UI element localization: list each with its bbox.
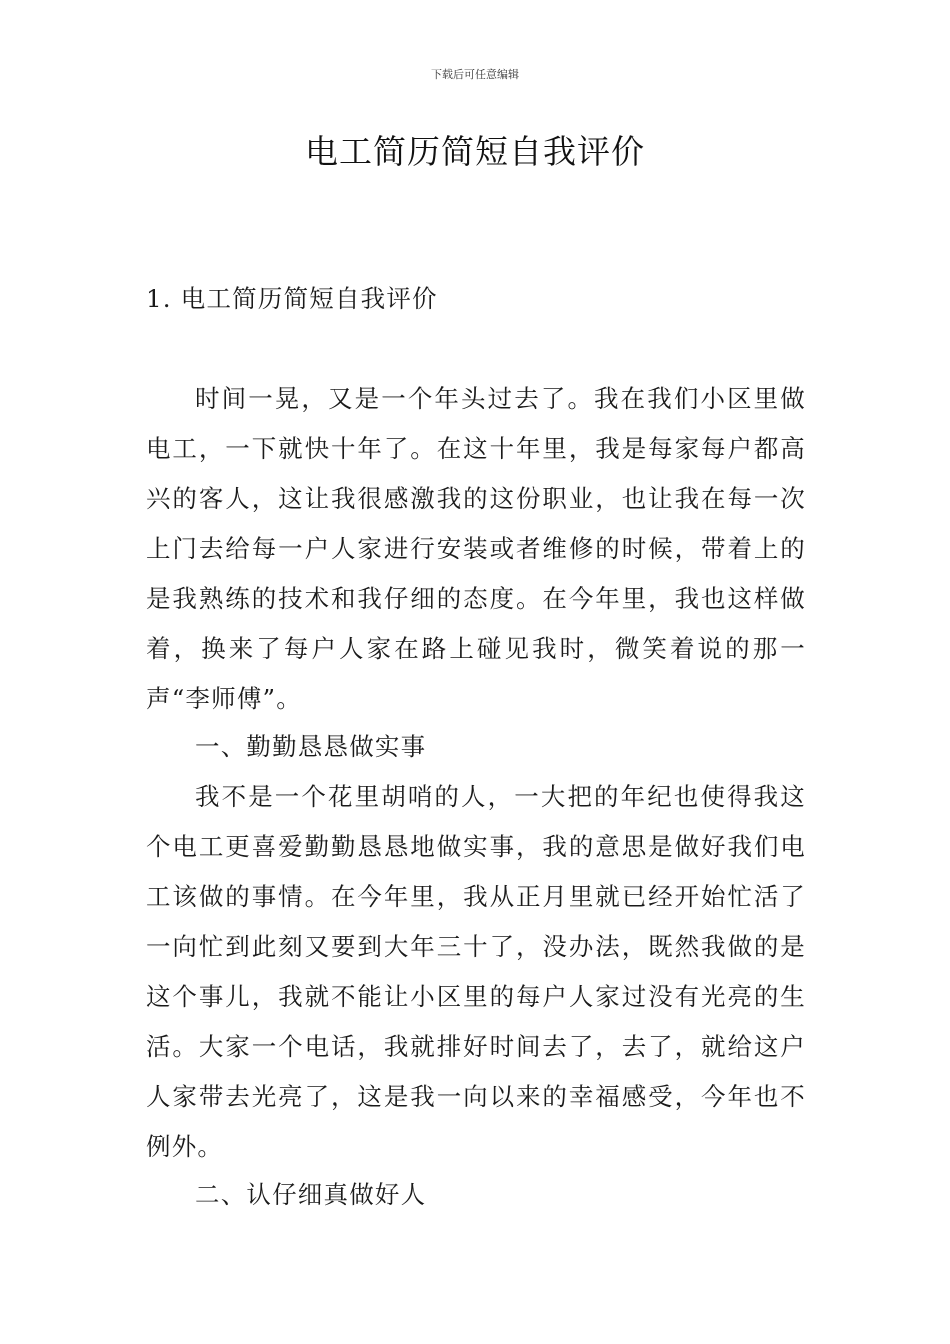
document-title: 电工简历简短自我评价 <box>305 132 645 171</box>
section-heading: 1. 电工简历简短自我评价 <box>146 284 438 313</box>
header-note: 下载后可任意编辑 <box>431 68 519 81</box>
paragraph-2: 我不是一个花里胡哨的人，一大把的年纪也使得我这个电工更喜爱勤勤恳恳地做实事，我的意思是做好我们电工该做的事情。在今年里，我从正月里就已经开始忙活了一向忙到此刻又要到大年三十了，没办法，既然我做的是这个事儿，我就不能让小区里的每户人家过没有光亮的生活。大家一个电话，我就排好时间去了，去了，就给这户人家带去光亮了，这是我一向以来的幸福感受，今年也不例外。 <box>146 782 806 1161</box>
subheading-2: 二、认仔细真做好人 <box>195 1180 427 1209</box>
subheading-1: 一、勤勤恳恳做实事 <box>195 732 427 761</box>
paragraph-1: 时间一晃，又是一个年头过去了。我在我们小区里做电工，一下就快十年了。在这十年里，我是每家每户都高兴的客人，这让我很感激我的这份职业，也让我在每一次上门去给每一户人家进行安装或者维修的时候，带着上的是我熟练的技术和我仔细的态度。在今年里，我也这样做着，换来了每户人家在路上碰见我时，微笑着说的那一声“李师傅”。 <box>146 384 806 713</box>
